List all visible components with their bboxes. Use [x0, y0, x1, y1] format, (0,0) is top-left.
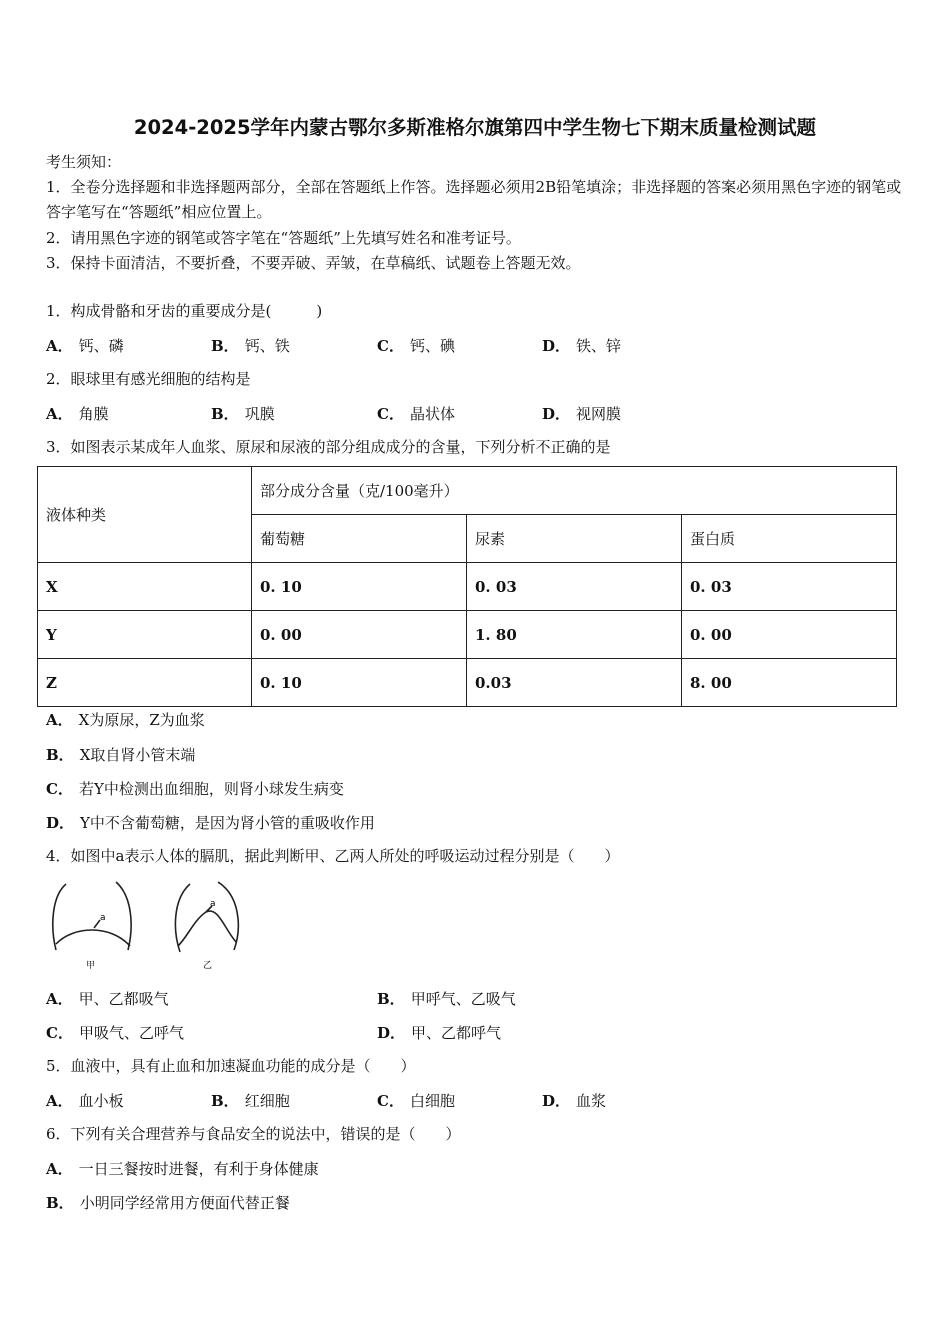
question-1-stem: 1．构成骨骼和牙齿的重要成分是( ) [46, 302, 323, 320]
q3-option-b: B． X取自肾小管末端 [46, 746, 196, 764]
q2-option-b: B． 巩膜 [211, 405, 275, 423]
diaphragm-figure [48, 876, 248, 976]
q1-option-b: B． 钙、铁 [211, 337, 290, 355]
label-a-yi: a [210, 899, 216, 909]
row-header-cell: 液体种类 [38, 467, 252, 563]
q1-option-c: C． 钙、碘 [377, 337, 455, 355]
q5-option-b: B． 红细胞 [211, 1092, 290, 1110]
question-4-stem: 4．如图中a表示人体的膈肌，据此判断甲、乙两人所处的呼吸运动过程分别是（ ） [46, 847, 620, 865]
table-row [38, 611, 897, 659]
table-cell: 0. 00 [682, 611, 897, 659]
q3-option-a: A． X为原尿，Z为血浆 [46, 711, 205, 729]
table-cell: 0. 03 [467, 563, 682, 611]
column-header-glucose: 葡萄糖 [252, 515, 467, 563]
composition-table [37, 466, 897, 707]
notice-item-3: 3．保持卡面清洁，不要折叠，不要弄破、弄皱，在草稿纸、试题卷上答题无效。 [46, 254, 581, 272]
q5-option-c: C． 白细胞 [377, 1092, 455, 1110]
row-label: Z [38, 659, 252, 707]
q6-option-a: A． 一日三餐按时进餐，有利于身体健康 [46, 1160, 319, 1178]
row-label: X [38, 563, 252, 611]
q2-option-d: D． 视网膜 [542, 405, 622, 423]
table-row [38, 563, 897, 611]
q4-option-d: D． 甲、乙都呼气 [377, 1024, 502, 1042]
row-label: Y [38, 611, 252, 659]
table-cell: 0. 10 [252, 659, 467, 707]
q5-option-d: D． 血浆 [542, 1092, 607, 1110]
q4-option-b: B． 甲呼气、乙吸气 [377, 990, 516, 1008]
q2-option-c: C． 晶状体 [377, 405, 455, 423]
page-title: 2024-2025学年内蒙古鄂尔多斯准格尔旗第四中学生物七下期末质量检测试题 [133, 116, 817, 139]
q6-option-b: B． 小明同学经常用方便面代替正餐 [46, 1194, 290, 1212]
table-cell: 0. 00 [252, 611, 467, 659]
q1-option-d: D． 铁、锌 [542, 337, 622, 355]
label-a-jia: a [100, 913, 106, 923]
group-header-cell: 部分成分含量（克/100毫升） [252, 467, 897, 515]
notice-heading: 考生须知： [46, 153, 122, 171]
table-cell: 1. 80 [467, 611, 682, 659]
notice-item-1: 1．全卷分选择题和非选择题两部分，全部在答题纸上作答。选择题必须用2B铅笔填涂；非选择题的答案必须用黑色字迹的钢笔或答字笔写在“答题纸”相应位置上。 [46, 178, 902, 221]
question-6-stem: 6．下列有关合理营养与食品安全的说法中，错误的是（ ） [46, 1125, 461, 1143]
question-2-stem: 2．眼球里有感光细胞的结构是 [46, 370, 251, 388]
q5-option-a: A． 血小板 [46, 1092, 124, 1110]
q3-option-d: D． Y中不含葡萄糖，是因为肾小管的重吸收作用 [46, 814, 375, 832]
q2-option-a: A． 角膜 [46, 405, 109, 423]
table-row [38, 659, 897, 707]
question-5-stem: 5．血液中，具有止血和加速凝血功能的成分是（ ） [46, 1057, 416, 1075]
column-header-urea: 尿素 [467, 515, 682, 563]
table-cell: 0. 03 [682, 563, 897, 611]
q1-option-a: A． 钙、磷 [46, 337, 124, 355]
label-jia: 甲 [86, 961, 96, 971]
question-3-stem: 3．如图表示某成年人血浆、原尿和尿液的部分组成成分的含量，下列分析不正确的是 [46, 438, 611, 456]
table-cell: 8. 00 [682, 659, 897, 707]
q4-option-a: A． 甲、乙都吸气 [46, 990, 169, 1008]
figure-yi-thorax [175, 882, 238, 952]
q4-option-c: C． 甲吸气、乙呼气 [46, 1024, 184, 1042]
table-cell: 0. 10 [252, 563, 467, 611]
column-header-protein: 蛋白质 [682, 515, 897, 563]
table-cell: 0.03 [467, 659, 682, 707]
notice-item-2: 2．请用黑色字迹的钢笔或答字笔在“答题纸”上先填写姓名和准考证号。 [46, 229, 521, 247]
label-yi: 乙 [203, 961, 213, 971]
q3-option-c: C． 若Y中检测出血细胞，则肾小球发生病变 [46, 780, 344, 798]
figure-jia-thorax [53, 882, 131, 950]
